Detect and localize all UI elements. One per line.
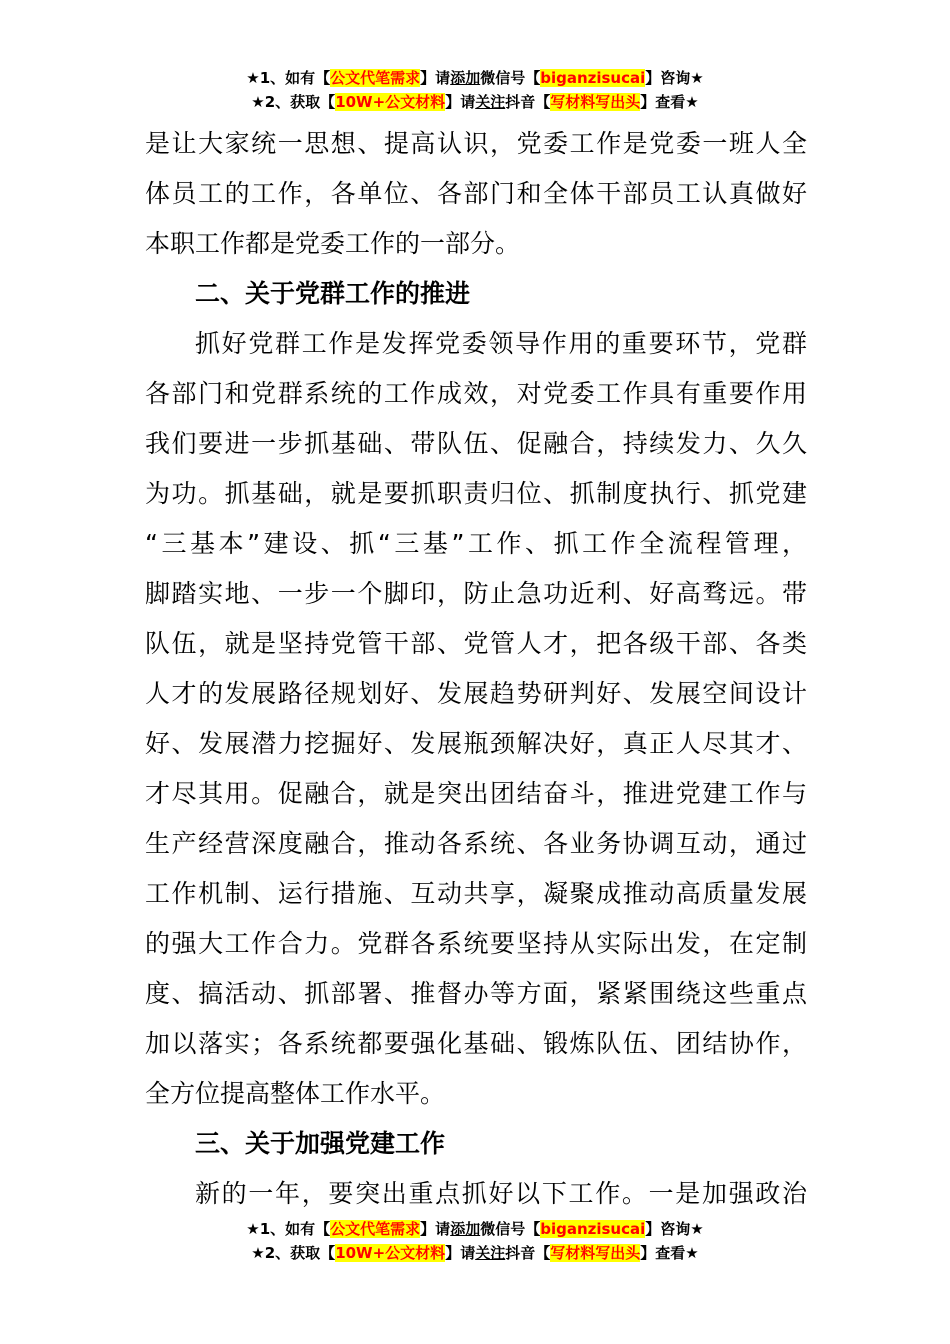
banner-underlined: 关注: [475, 1244, 506, 1262]
body-line: 全方位提高整体工作水平。: [145, 1079, 446, 1108]
body-line: 新的一年，要突出重点抓好以下工作。一是加强政治: [195, 1179, 807, 1208]
body-line: 队伍，就是坚持党管干部、党管人才，把各级干部、各类: [145, 629, 807, 658]
body-line: 人才的发展路径规划好、发展趋势研判好、发展空间设计: [145, 679, 807, 708]
banner-underlined: 添加: [450, 1220, 481, 1238]
body-line: 好、发展潜力挖掘好、发展瓶颈解决好，真正人尽其才、: [145, 729, 807, 758]
body-line: 加以落实；各系统都要强化基础、锻炼队伍、团结协作，: [145, 1029, 807, 1058]
banner-highlight: 公文代笔需求: [330, 1220, 421, 1238]
banner-text: ★2、获取【: [251, 1244, 336, 1262]
banner-text: 】请: [420, 69, 451, 87]
banner-highlight: 10W+公文材料: [335, 93, 446, 111]
banner-text: 】请: [445, 1244, 476, 1262]
banner-text: ★1、如有【: [246, 69, 331, 87]
body-line: 度、搞活动、抓部署、推督办等方面，紧紧围绕这些重点: [145, 979, 807, 1008]
section-heading: 三、关于加强党建工作: [195, 1129, 446, 1158]
body-line: 抓好党群工作是发挥党委领导作用的重要环节，党群: [195, 329, 807, 358]
banner-text: 】查看★: [640, 93, 699, 111]
banner-underlined: 关注: [475, 93, 506, 111]
body-line: “三基本”建设、抓“三基”工作、抓工作全流程管理，: [145, 529, 807, 558]
banner-text: ★1、如有【: [246, 1220, 331, 1238]
body-line: 各部门和党群系统的工作成效，对党委工作具有重要作用: [145, 379, 807, 408]
banner-text: 抖音【: [505, 93, 551, 111]
banner-text: 】请: [420, 1220, 451, 1238]
banner-text: 微信号【: [480, 69, 541, 87]
header-banner: [0, 66, 950, 114]
body-line: 工作机制、运行措施、互动共享，凝聚成推动高质量发展: [145, 879, 807, 908]
body-line: 我们要进一步抓基础、带队伍、促融合，持续发力、久久: [145, 429, 807, 458]
banner-highlight: 公文代笔需求: [330, 69, 421, 87]
banner-text: 】咨询★: [645, 1220, 704, 1238]
banner-line-2: [0, 90, 950, 114]
banner-line-2: [0, 1241, 950, 1265]
body-line: 体员工的工作，各单位、各部门和全体干部员工认真做好: [145, 179, 807, 208]
banner-line-1: [0, 1217, 950, 1241]
document-body: [145, 119, 807, 1219]
banner-text: 】请: [445, 93, 476, 111]
banner-text: ★2、获取【: [251, 93, 336, 111]
banner-highlight: 10W+公文材料: [335, 1244, 446, 1262]
banner-highlight: 写材料写出头: [550, 93, 641, 111]
banner-text: 微信号【: [480, 1220, 541, 1238]
body-line: 的强大工作合力。党群各系统要坚持从实际出发，在定制: [145, 929, 807, 958]
banner-highlight: biganzisucai: [540, 1220, 646, 1238]
banner-underlined: 添加: [450, 69, 481, 87]
body-line: 生产经营深度融合，推动各系统、各业务协调互动，通过: [145, 829, 807, 858]
banner-highlight: biganzisucai: [540, 69, 646, 87]
body-line: 才尽其用。促融合，就是突出团结奋斗，推进党建工作与: [145, 779, 807, 808]
body-line: 本职工作都是党委工作的一部分。: [145, 229, 521, 258]
banner-text: 抖音【: [505, 1244, 551, 1262]
banner-text: 】咨询★: [645, 69, 704, 87]
body-line: 是让大家统一思想、提高认识，党委工作是党委一班人全: [145, 129, 807, 158]
banner-line-1: [0, 66, 950, 90]
body-line: 脚踏实地、一步一个脚印，防止急功近利、好高骛远。带: [145, 579, 807, 608]
body-line: 为功。抓基础，就是要抓职责归位、抓制度执行、抓党建: [145, 479, 807, 508]
banner-text: 】查看★: [640, 1244, 699, 1262]
banner-highlight: 写材料写出头: [550, 1244, 641, 1262]
section-heading: 二、关于党群工作的推进: [195, 279, 471, 308]
footer-banner: [0, 1217, 950, 1265]
